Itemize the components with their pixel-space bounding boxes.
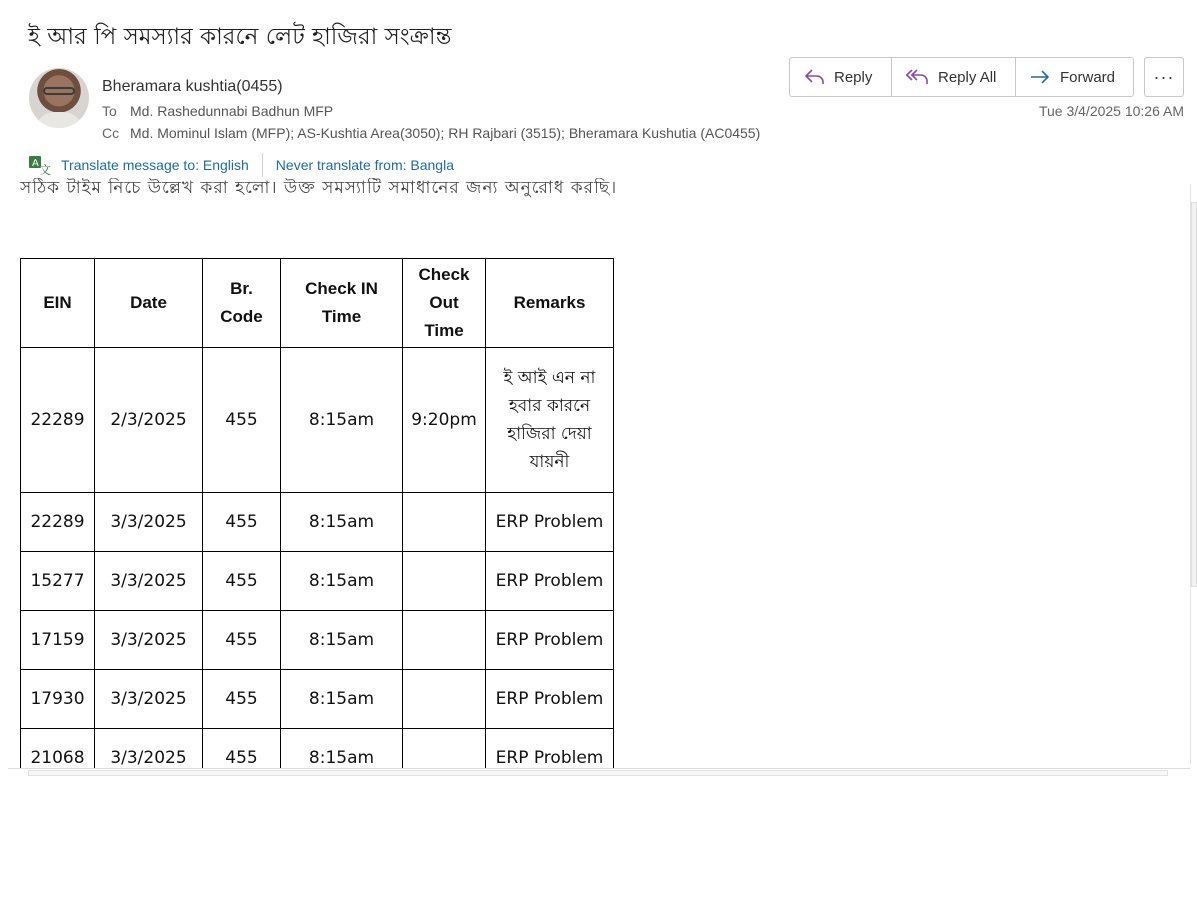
cell-br-code: 455 [203, 348, 281, 493]
reply-all-button[interactable] [892, 58, 1016, 96]
cell-remarks: ERP Problem [486, 670, 614, 729]
cell-ein: 17159 [21, 611, 95, 670]
table-row [21, 552, 614, 611]
attendance-table [20, 258, 614, 768]
cell-remarks: ERP Problem [486, 611, 614, 670]
translate-message-link[interactable]: Translate message to: English [61, 157, 249, 173]
table-row [21, 611, 614, 670]
cell-date: 3/3/2025 [95, 493, 203, 552]
reply-all-icon [906, 69, 928, 85]
cell-br-code: 455 [203, 552, 281, 611]
cc-line [102, 125, 760, 141]
cell-remarks: ERP Problem [486, 493, 614, 552]
cell-check-in: 8:15am [281, 729, 403, 769]
forward-label: Forward [1059, 68, 1115, 86]
to-label: To [102, 103, 117, 119]
more-actions-button[interactable] [1144, 57, 1184, 97]
cell-check-out [403, 729, 486, 769]
cell-br-code: 455 [203, 729, 281, 769]
header-check-in: Check IN Time [281, 259, 403, 348]
cell-remarks: ERP Problem [486, 729, 614, 769]
table-row [21, 670, 614, 729]
cell-br-code: 455 [203, 611, 281, 670]
table-row [21, 493, 614, 552]
sender-name[interactable]: Bheramara kushtia(0455) [102, 78, 283, 95]
svg-text:文: 文 [39, 163, 52, 175]
cell-check-out [403, 670, 486, 729]
cell-remarks: ই আই এন না হবার কারনে হাজিরা দেয়া যায়নী [486, 348, 614, 493]
cell-ein: 22289 [21, 493, 95, 552]
cell-check-out [403, 552, 486, 611]
cell-check-in: 8:15am [281, 670, 403, 729]
reply-label: Reply [834, 68, 873, 86]
more-icon: ··· [1153, 66, 1175, 87]
cell-date: 3/3/2025 [95, 611, 203, 670]
translate-bar [28, 155, 454, 175]
avatar-glasses [43, 87, 75, 95]
table-row [21, 729, 614, 769]
message-actions [789, 57, 1134, 97]
translate-icon [28, 155, 52, 175]
message-body [0, 178, 1190, 768]
email-subject: ই আর পি সমস্যার কারনে লেট হাজিরা সংক্রান্ত [28, 24, 452, 50]
cell-check-out [403, 493, 486, 552]
body-paragraph: সঠিক টাইম নিচে উল্লেখ করা হলো। উক্ত সমস্যাটি সমাধানের জন্য অনুরোধ করছি। [20, 178, 618, 198]
cell-check-in: 8:15am [281, 611, 403, 670]
cell-ein: 22289 [21, 348, 95, 493]
table-row [21, 348, 614, 493]
cell-remarks: ERP Problem [486, 552, 614, 611]
to-recipients[interactable]: Md. Rashedunnabi Badhun MFP [130, 103, 334, 119]
svg-text:A: A [32, 158, 39, 169]
horizontal-scroll-thumb[interactable] [28, 770, 1168, 776]
reply-button[interactable] [790, 58, 892, 96]
forward-button[interactable] [1016, 58, 1133, 96]
reply-icon [804, 69, 824, 85]
translate-divider [262, 153, 263, 177]
forward-icon [1030, 69, 1050, 85]
table-header-row [21, 259, 614, 348]
cell-br-code: 455 [203, 493, 281, 552]
avatar-shirt [35, 112, 83, 128]
cell-check-out: 9:20pm [403, 348, 486, 493]
cell-date: 2/3/2025 [95, 348, 203, 493]
reply-all-label: Reply All [938, 68, 997, 86]
cell-check-out [403, 611, 486, 670]
header-check-out: Check Out Time [403, 259, 486, 348]
cell-ein: 15277 [21, 552, 95, 611]
header-remarks: Remarks [486, 259, 614, 348]
header-ein: EIN [21, 259, 95, 348]
cell-ein: 21068 [21, 729, 95, 769]
cell-check-in: 8:15am [281, 552, 403, 611]
cc-recipients[interactable]: Md. Mominul Islam (MFP); AS-Kushtia Area(3050); RH Rajbari (3515); Bheramara Kushutia (AC0455) [130, 125, 761, 141]
cell-check-in: 8:15am [281, 493, 403, 552]
to-line [102, 103, 333, 119]
cc-label: Cc [102, 125, 120, 141]
cell-br-code: 455 [203, 670, 281, 729]
cell-date: 3/3/2025 [95, 670, 203, 729]
vertical-scroll-thumb[interactable] [1191, 202, 1197, 587]
horizontal-scrollbar[interactable] [8, 768, 1190, 777]
cell-date: 3/3/2025 [95, 729, 203, 769]
cell-date: 3/3/2025 [95, 552, 203, 611]
sender-avatar[interactable] [29, 68, 89, 128]
sent-datetime: Tue 3/4/2025 10:26 AM [1038, 103, 1184, 119]
header-br-code: Br. Code [203, 259, 281, 348]
vertical-scrollbar[interactable] [1190, 184, 1197, 764]
header-date: Date [95, 259, 203, 348]
never-translate-link[interactable]: Never translate from: Bangla [275, 157, 454, 173]
cell-ein: 17930 [21, 670, 95, 729]
cell-check-in: 8:15am [281, 348, 403, 493]
